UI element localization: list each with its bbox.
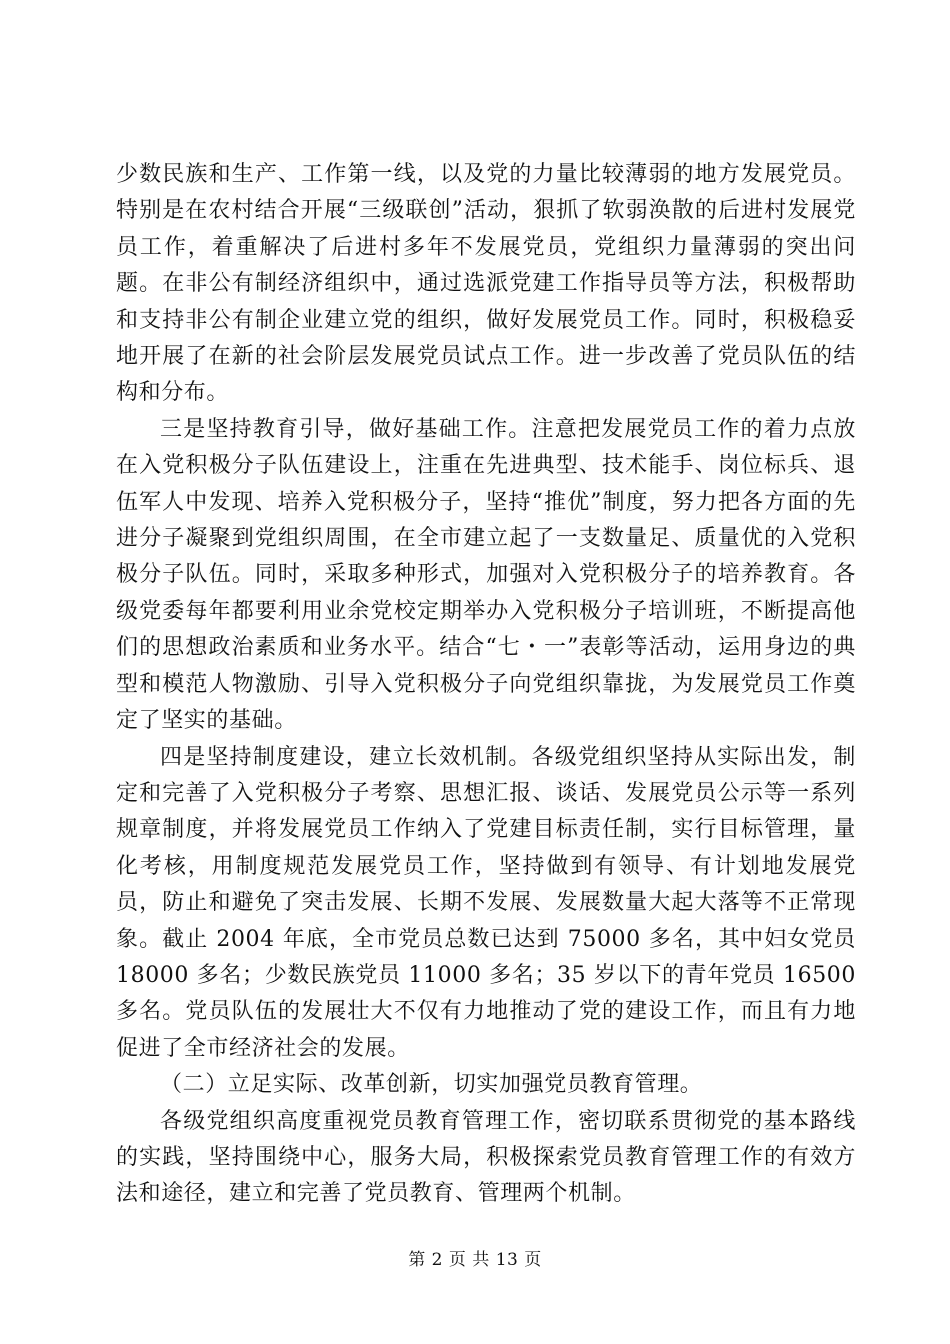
paragraph-system-building: 四是坚持制度建设，建立长效机制。各级党组织坚持从实际出发，制定和完善了入党积极分子考察、思想汇报、谈话、发展党员公示等一系列规章制度，并将发展党员工作纳入了党建目标责任制，实行目标管理，量化考核，用制度规范发展党员工作，坚持做到有领导、有计划地发展党员，防止和避免了突击发展、长期不发展、发展数量大起大落等不正常现象。截止 2004 年底，全市党员总数已达到 75000 多名，其中妇女党员 18000 多名；少数民族党员 11000 多名；35 岁以下的青年党员 16500 多名。党员队伍的发展壮大不仅有力地推动了党的建设工作，而且有力地促进了全市经济社会的发展。 [116,744,856,1061]
document-body [116,157,856,1213]
paragraph-education-guidance: 三是坚持教育引导，做好基础工作。注意把发展党员工作的着力点放在入党积极分子队伍建设上，注重在先进典型、技术能手、岗位标兵、退伍军人中发现、培养入党积极分子，坚持“推优”制度，努力把各方面的先进分子凝聚到党组织周围，在全市建立起了一支数量足、质量优的入党积极分子队伍。同时，采取多种形式，加强对入党积极分子的培养教育。各级党委每年都要利用业余党校定期举办入党积极分子培训班，不断提高他们的思想政治素质和业务水平。结合“七・一”表彰等活动，运用身边的典型和模范人物激励、引导入党积极分子向党组织靠拢，为发展党员工作奠定了坚实的基础。 [116,416,856,734]
section-heading: （二）立足实际、改革创新，切实加强党员教育管理。 [160,1072,703,1098]
paragraph-education-management: 各级党组织高度重视党员教育管理工作，密切联系贯彻党的基本路线的实践，坚持围绕中心，服务大局，积极探索党员教育管理工作的有效方法和途径，建立和完善了党员教育、管理两个机制。 [116,1108,856,1207]
page-number-footer: 第 2 页 共 13 页 [408,1250,542,1270]
paragraph-continued: 少数民族和生产、工作第一线，以及党的力量比较薄弱的地方发展党员。特别是在农村结合开展“三级联创”活动，狠抓了软弱涣散的后进村发展党员工作，着重解决了后进村多年不发展党员，党组织力量薄弱的突出问题。在非公有制经济组织中，通过选派党建工作指导员等方法，积极帮助和支持非公有制企业建立党的组织，做好发展党员工作。同时，积极稳妥地开展了在新的社会阶层发展党员试点工作。进一步改善了党员队伍的结构和分布。 [116,162,856,406]
